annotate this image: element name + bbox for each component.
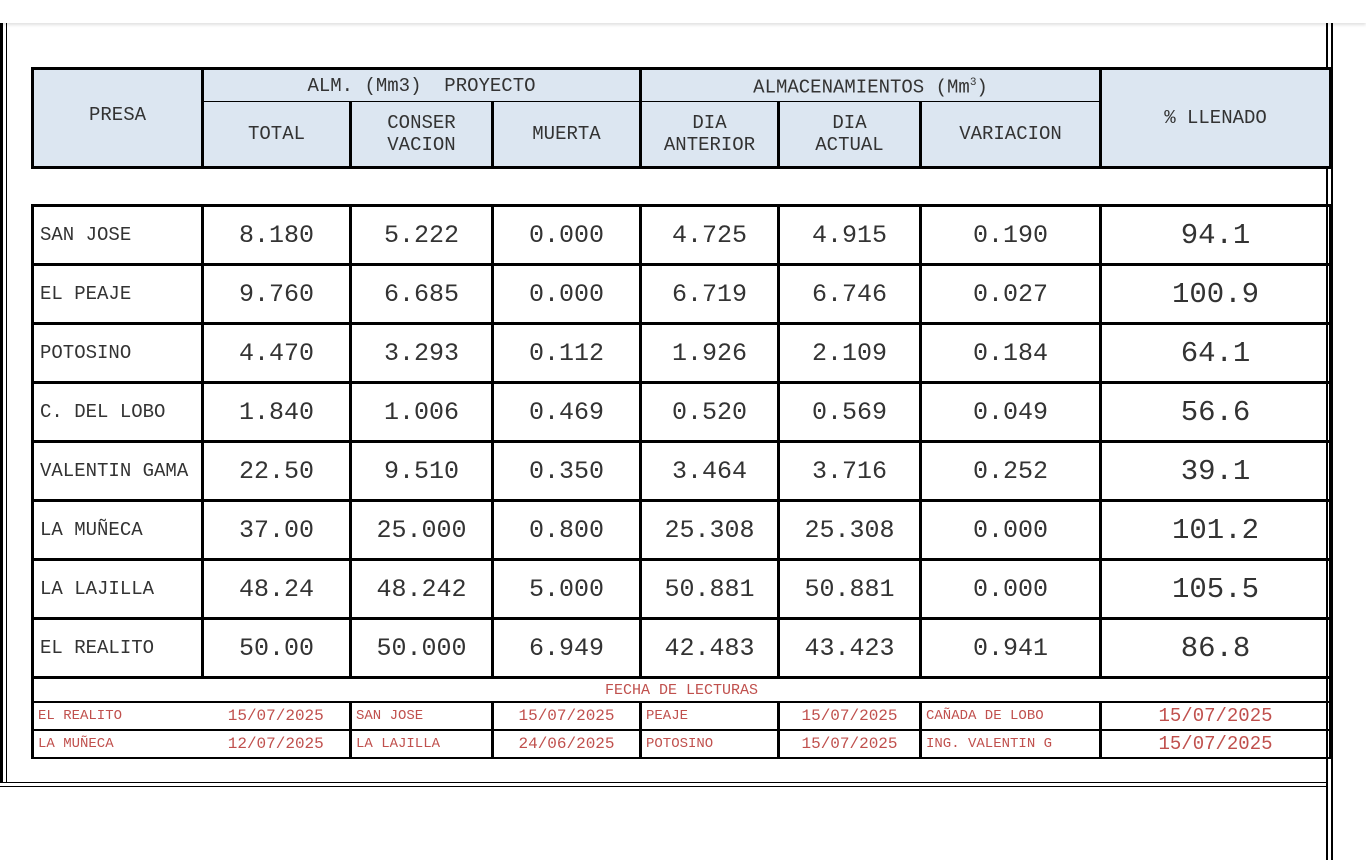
cell-dia-anterior: 50.881 — [641, 560, 779, 619]
cell-dia-anterior: 1.926 — [641, 324, 779, 383]
cell-dia-anterior: 42.483 — [641, 619, 779, 678]
cell-conservacion: 5.222 — [351, 206, 493, 265]
cell-llenado: 105.5 — [1101, 560, 1331, 619]
cell-variacion: 0.027 — [921, 265, 1101, 324]
header-conservacion — [351, 102, 493, 168]
cell-muerta: 0.000 — [493, 206, 641, 265]
table-row — [33, 206, 1331, 265]
cell-muerta: 6.949 — [493, 619, 641, 678]
fecha-date: 15/07/2025 — [203, 702, 351, 730]
cell-total: 8.180 — [203, 206, 351, 265]
header-llenado: % LLENADO — [1101, 69, 1331, 168]
cell-dia-anterior: 4.725 — [641, 206, 779, 265]
presa-name: VALENTIN GAMA — [33, 442, 203, 501]
cell-total: 1.840 — [203, 383, 351, 442]
header-conservacion-line1: CONSER — [387, 112, 456, 134]
header-almacenamientos-close: ) — [976, 76, 988, 99]
fecha-date: 15/07/2025 — [1101, 702, 1331, 730]
presa-name: EL PEAJE — [33, 265, 203, 324]
table-row — [33, 265, 1331, 324]
presa-name: EL REALITO — [33, 619, 203, 678]
cell-conservacion: 48.242 — [351, 560, 493, 619]
cell-dia-anterior: 0.520 — [641, 383, 779, 442]
header-table — [31, 67, 1332, 169]
top-bar — [0, 0, 1366, 23]
header-dia-anterior-line2: ANTERIOR — [663, 134, 756, 156]
cell-dia-actual: 25.308 — [779, 501, 921, 560]
fecha-dam-name: EL REALITO — [33, 702, 203, 730]
cell-dia-actual: 6.746 — [779, 265, 921, 324]
cell-conservacion: 50.000 — [351, 619, 493, 678]
cell-total: 22.50 — [203, 442, 351, 501]
fecha-row — [33, 702, 1331, 730]
cell-dia-anterior: 3.464 — [641, 442, 779, 501]
fecha-date: 15/07/2025 — [1101, 730, 1331, 758]
cell-llenado: 101.2 — [1101, 501, 1331, 560]
cell-llenado: 64.1 — [1101, 324, 1331, 383]
fecha-dam-name: LA LAJILLA — [351, 730, 493, 758]
table-row — [33, 560, 1331, 619]
header-alm-proyecto: ALM. (Mm3) PROYECTO — [203, 69, 641, 102]
table-row — [33, 442, 1331, 501]
header-almacenamientos-sup: 3 — [969, 77, 977, 90]
cell-conservacion: 1.006 — [351, 383, 493, 442]
presa-name: LA LAJILLA — [33, 560, 203, 619]
cell-llenado: 100.9 — [1101, 265, 1331, 324]
presa-name: C. DEL LOBO — [33, 383, 203, 442]
table-row — [33, 619, 1331, 678]
cell-total: 37.00 — [203, 501, 351, 560]
dam-storage-table — [31, 204, 1332, 759]
cell-variacion: 0.190 — [921, 206, 1101, 265]
table-row — [33, 324, 1331, 383]
cell-dia-actual: 50.881 — [779, 560, 921, 619]
cell-muerta: 0.112 — [493, 324, 641, 383]
header-almacenamientos-label: ALMACENAMIENTOS (Mm — [753, 76, 970, 99]
cell-llenado: 94.1 — [1101, 206, 1331, 265]
presa-name: SAN JOSE — [33, 206, 203, 265]
cell-dia-anterior: 25.308 — [641, 501, 779, 560]
header-conservacion-line2: VACION — [387, 134, 456, 156]
fecha-date: 24/06/2025 — [493, 730, 641, 758]
left-border-rule — [0, 23, 7, 782]
cell-variacion: 0.184 — [921, 324, 1101, 383]
cell-dia-actual: 2.109 — [779, 324, 921, 383]
header-dia-actual — [779, 102, 921, 168]
cell-variacion: 0.941 — [921, 619, 1101, 678]
cell-variacion: 0.000 — [921, 501, 1101, 560]
cell-muerta: 0.469 — [493, 383, 641, 442]
header-variacion: VARIACION — [921, 102, 1101, 168]
cell-variacion: 0.000 — [921, 560, 1101, 619]
cell-total: 50.00 — [203, 619, 351, 678]
cell-variacion: 0.049 — [921, 383, 1101, 442]
cell-dia-actual: 4.915 — [779, 206, 921, 265]
cell-dia-actual: 43.423 — [779, 619, 921, 678]
cell-muerta: 5.000 — [493, 560, 641, 619]
header-total: TOTAL — [203, 102, 351, 168]
fecha-dam-name: LA MUÑECA — [33, 730, 203, 758]
cell-dia-actual: 0.569 — [779, 383, 921, 442]
header-muerta: MUERTA — [493, 102, 641, 168]
fecha-dam-name: POTOSINO — [641, 730, 779, 758]
cell-total: 9.760 — [203, 265, 351, 324]
fecha-date: 12/07/2025 — [203, 730, 351, 758]
presa-name: POTOSINO — [33, 324, 203, 383]
cell-llenado: 56.6 — [1101, 383, 1331, 442]
cell-total: 48.24 — [203, 560, 351, 619]
fecha-date: 15/07/2025 — [779, 730, 921, 758]
fecha-row — [33, 730, 1331, 758]
cell-muerta: 0.000 — [493, 265, 641, 324]
fecha-dam-name: PEAJE — [641, 702, 779, 730]
cell-llenado: 86.8 — [1101, 619, 1331, 678]
cell-muerta: 0.800 — [493, 501, 641, 560]
cell-conservacion: 6.685 — [351, 265, 493, 324]
cell-conservacion: 9.510 — [351, 442, 493, 501]
header-dia-actual-line2: ACTUAL — [815, 134, 884, 156]
fecha-dam-name: SAN JOSE — [351, 702, 493, 730]
header-dia-actual-line1: DIA — [832, 112, 867, 134]
bottom-border-rule — [0, 782, 1328, 787]
cell-dia-actual: 3.716 — [779, 442, 921, 501]
cell-conservacion: 25.000 — [351, 501, 493, 560]
cell-variacion: 0.252 — [921, 442, 1101, 501]
fecha-date: 15/07/2025 — [493, 702, 641, 730]
header-dia-anterior — [641, 102, 779, 168]
cell-muerta: 0.350 — [493, 442, 641, 501]
fecha-date: 15/07/2025 — [779, 702, 921, 730]
fecha-dam-name: CAÑADA DE LOBO — [921, 702, 1101, 730]
header-presa: PRESA — [33, 69, 203, 168]
fecha-lecturas-title: FECHA DE LECTURAS — [33, 678, 1331, 703]
table-row — [33, 383, 1331, 442]
table-row — [33, 501, 1331, 560]
cell-llenado: 39.1 — [1101, 442, 1331, 501]
cell-conservacion: 3.293 — [351, 324, 493, 383]
header-almacenamientos — [641, 69, 1101, 102]
header-dia-anterior-line1: DIA — [692, 112, 727, 134]
presa-name: LA MUÑECA — [33, 501, 203, 560]
fecha-dam-name: ING. VALENTIN G — [921, 730, 1101, 758]
cell-total: 4.470 — [203, 324, 351, 383]
cell-dia-anterior: 6.719 — [641, 265, 779, 324]
